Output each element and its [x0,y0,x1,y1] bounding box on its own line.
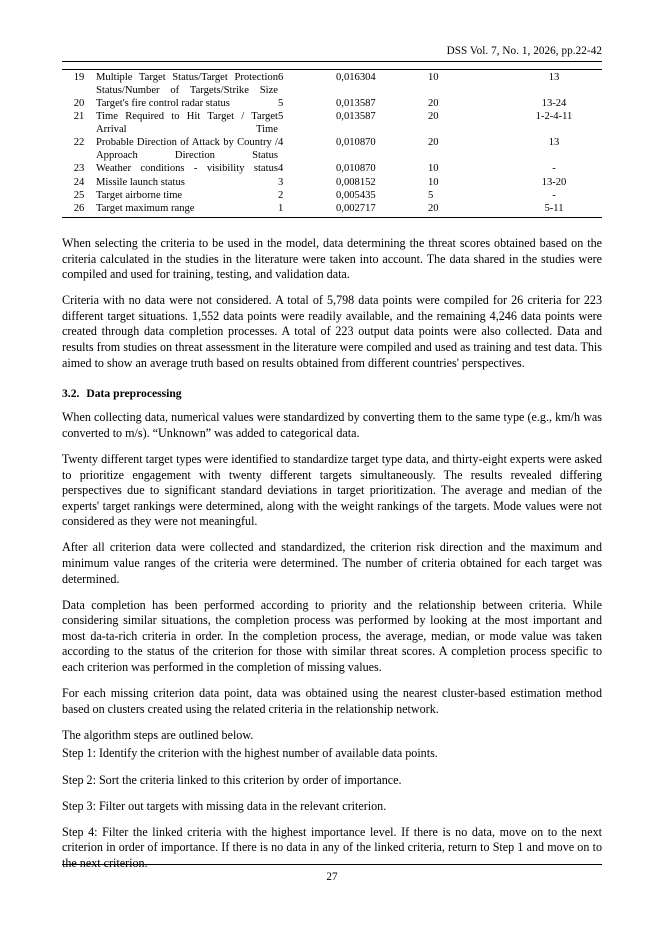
criterion-scale: 20 [428,137,439,149]
table-row [62,70,602,98]
table-row [62,203,602,217]
criterion-range: 5-11 [506,203,602,217]
criterion-count: 5 [278,97,284,109]
criterion-weight: 0,005435 [336,190,376,202]
table-row [62,190,602,203]
criterion-name: Target maximum range [96,203,278,217]
table-row [62,176,602,189]
criterion-range: - [552,190,556,202]
table-row [62,98,602,111]
criterion-count: 4 [278,163,284,175]
criterion-count: 6 [278,70,336,98]
criterion-number: 22 [73,137,85,149]
section-heading [62,386,602,401]
criterion-name: Weather conditions - visibility status [96,163,278,175]
table-row [62,137,602,163]
criteria-table-body [62,70,602,218]
criterion-name: Time Required to Hit Target / Target Arrival Time [96,111,278,135]
criterion-name: Target airborne time [96,190,183,202]
criterion-scale: 10 [428,70,506,98]
criterion-number: 19 [62,70,96,98]
section-paragraph-5: For each missing criterion data point, data was obtained using the nearest cluster-based estimation method based on clusters created using the related criteria in the relationship network. [62,686,602,716]
criterion-number: 24 [73,176,85,188]
criterion-range: 13-20 [541,176,567,188]
running-head: DSS Vol. 7, No. 1, 2026, pp.22-42 [446,45,602,57]
criterion-scale: 5 [428,190,434,202]
criterion-scale: 20 [428,97,439,109]
criterion-name: Target's fire control radar status [96,97,230,109]
criterion-count: 4 [278,137,284,149]
criterion-number: 21 [73,111,85,123]
criterion-weight: 0,013587 [336,97,376,109]
criterion-name: Missile launch status [96,176,185,188]
criterion-range: 1-2-4-11 [535,111,573,123]
body-paragraph-1: When selecting the criteria to be used in the model, data determining the threat scores obtained based on the criteria calculated in the studies in the literature were taken into account. The data shared in the studies were compiled and used for training, testing, and validation data. [62,236,602,282]
criterion-scale: 10 [428,163,439,175]
algorithm-step-3: Step 3: Filter out targets with missing data in the relevant criterion. [62,798,387,813]
criterion-weight: 0,008152 [336,176,376,188]
criterion-name: Multiple Target Status/Target Protection Status/Number of Targets/Strike Size [96,70,278,98]
criterion-count: 2 [278,190,284,202]
criterion-weight: 0,010870 [336,163,376,175]
section-paragraph-4: Data completion has been performed according to priority and the relationship between criteria. While considering similar situations, the completion process was performed by looking at the most important and most da-ta-rich criteria in order. In the completion process, the average, median, or mode value was taken according to the status of the criterion for those with similar threat scores. A completion process specific to each criterion was performed in the completion of missing values. [62,597,602,675]
criterion-count: 1 [278,203,336,217]
header-rule [62,61,602,62]
criterion-weight: 0,002717 [336,203,428,217]
criterion-range: 13-24 [541,97,567,109]
section-paragraph-3: After all criterion data were collected and standardized, the criterion risk direction and the maximum and minimum value ranges of the criteria were determined. The number of criteria obtained for each target was determined. [62,540,602,586]
criterion-name: Probable Direction of Attack by Country / Approach Direction Status [96,137,278,161]
criteria-table [62,69,602,218]
table-row [62,111,602,137]
criterion-range: - [552,163,556,175]
criterion-count: 5 [278,111,284,123]
criterion-range: 13 [548,137,560,149]
algorithm-step-1: Step 1: Identify the criterion with the highest number of available data points. [62,746,438,761]
criterion-scale: 10 [428,176,439,188]
criterion-count: 3 [278,176,284,188]
criterion-number: 23 [73,163,85,175]
criterion-range: 13 [506,70,602,98]
section-paragraph-2: Twenty different target types were identified to standardize target type data, and thirty-eight experts were asked to prioritize engagement with twenty different targets simultaneously. The results revealed differing perspectives due to significant standard deviations in target prioritization. The average and median of the experts' target rankings were determined, along with the weight rankings of the targets. Mode values were not considered as they were not meaningful. [62,451,602,529]
page-footer [62,864,602,884]
criterion-scale: 20 [428,203,506,217]
section-paragraph-1: When collecting data, numerical values were standardized by converting them to the same type (e.g., km/h was converted to m/s). “Unknown” was added to categorical data. [62,410,602,440]
criterion-weight: 0,016304 [336,70,428,98]
algorithm-intro: The algorithm steps are outlined below. [62,727,254,742]
algorithm-step-2: Step 2: Sort the criteria linked to this criterion by order of importance. [62,772,402,787]
body-paragraph-2: Criteria with no data were not considered. A total of 5,798 data points were compiled for 26 criteria for 223 different target situations. 1,552 data points were readily available, and the remaining 4,246 data points were created through data completion processes. A total of 223 output data points were also collected. Data and results from studies on threat assessment in the literature were compiled and used as training and test data. This aimed to show an average truth based on results obtained from different countries' perspectives. [62,293,602,370]
page-number: 27 [326,871,338,883]
criterion-number: 26 [62,203,96,217]
table-row [62,163,602,176]
criterion-weight: 0,010870 [336,137,376,149]
criterion-number: 20 [73,97,85,109]
criterion-number: 25 [73,190,85,202]
criterion-weight: 0,013587 [336,111,376,123]
section-title: Data preprocessing [86,387,182,401]
page-content [62,0,602,882]
section-number: 3.2. [62,387,80,401]
algorithm-step-4: Step 4: Filter the linked criteria with the highest importance level. If there is no data, move on to the next criterion in order of importance. If there is no data in any of the linked criteria, return to Step 1 and move on to the next criterion. [62,824,602,870]
criterion-scale: 20 [428,111,439,123]
